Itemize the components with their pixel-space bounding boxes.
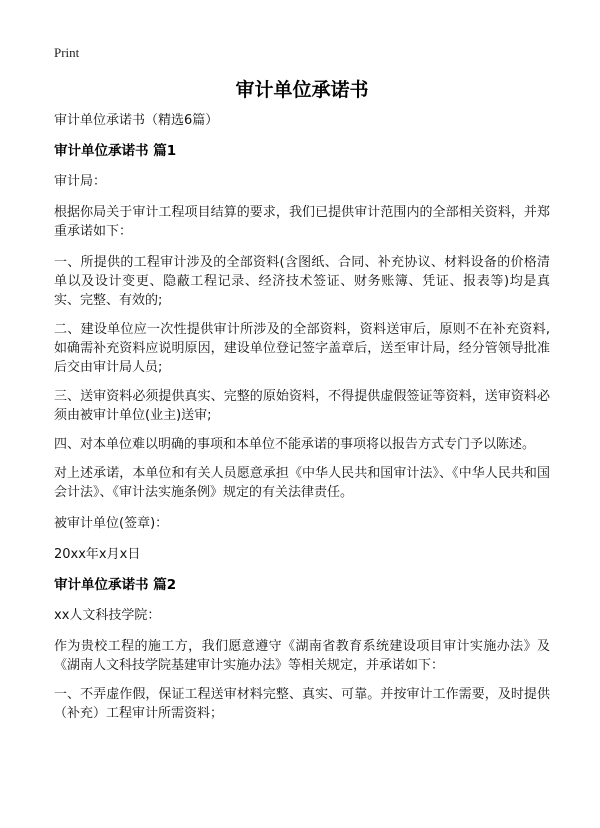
- signature-line: 被审计单位(签章)：: [54, 516, 169, 531]
- section-heading-2: 审计单位承诺书 篇2: [54, 577, 177, 593]
- paragraph: 三、送审资料必须提供真实、完整的原始资料，不得提供虚假签证等资料，送审资料必须由被审计单位(业主)送审;: [54, 389, 550, 423]
- paragraph: 对上述承诺，本单位和有关人员愿意承担《中华人民共和国审计法》、《中华人民共和国会计法》、《审计法实施条例》规定的有关法律责任。: [54, 466, 550, 500]
- salutation-2: xx人文科技学院：: [54, 608, 161, 623]
- page-title: 审计单位承诺书: [235, 79, 369, 101]
- paragraph: 四、对本单位难以明确的事项和本单位不能承诺的事项将以报告方式专门予以陈述。: [54, 437, 536, 452]
- salutation-1: 审计局：: [54, 174, 107, 189]
- document-subtitle: 审计单位承诺书（精选6篇）: [54, 113, 219, 128]
- date-line: 20xx年x月x日: [54, 547, 141, 562]
- paragraph: 一、所提供的工程审计涉及的全部资料(含图纸、合同、补充协议、材料设备的价格清单以及设计变更、隐蔽工程记录、经济技术签证、财务账簿、凭证、报表等)均是真实、完整、有效的;: [54, 255, 550, 308]
- paragraph: 作为贵校工程的施工方，我们愿意遵守《湖南省教育系统建设项目审计实施办法》及《湖南人文科技学院基建审计实施办法》等相关规定，并承诺如下：: [54, 639, 550, 673]
- paragraph: 二、建设单位应一次性提供审计所涉及的全部资料，资料送审后，原则不在补充资料,如确需补充资料应说明原因，建设单位登记签字盖章后，送至审计局，经分管领导批准后交由审计局人员;: [54, 322, 550, 375]
- paragraph: 一、不弄虚作假，保证工程送审材料完整、真实、可靠。并按审计工作需要，及时提供（补充）工程审计所需资料；: [54, 687, 550, 721]
- section-heading-1: 审计单位承诺书 篇1: [54, 143, 177, 159]
- print-link[interactable]: Print: [54, 45, 80, 60]
- paragraph: 根据你局关于审计工程项目结算的要求，我们已提供审计范围内的全部相关资料，并郑重承诺如下：: [54, 205, 550, 239]
